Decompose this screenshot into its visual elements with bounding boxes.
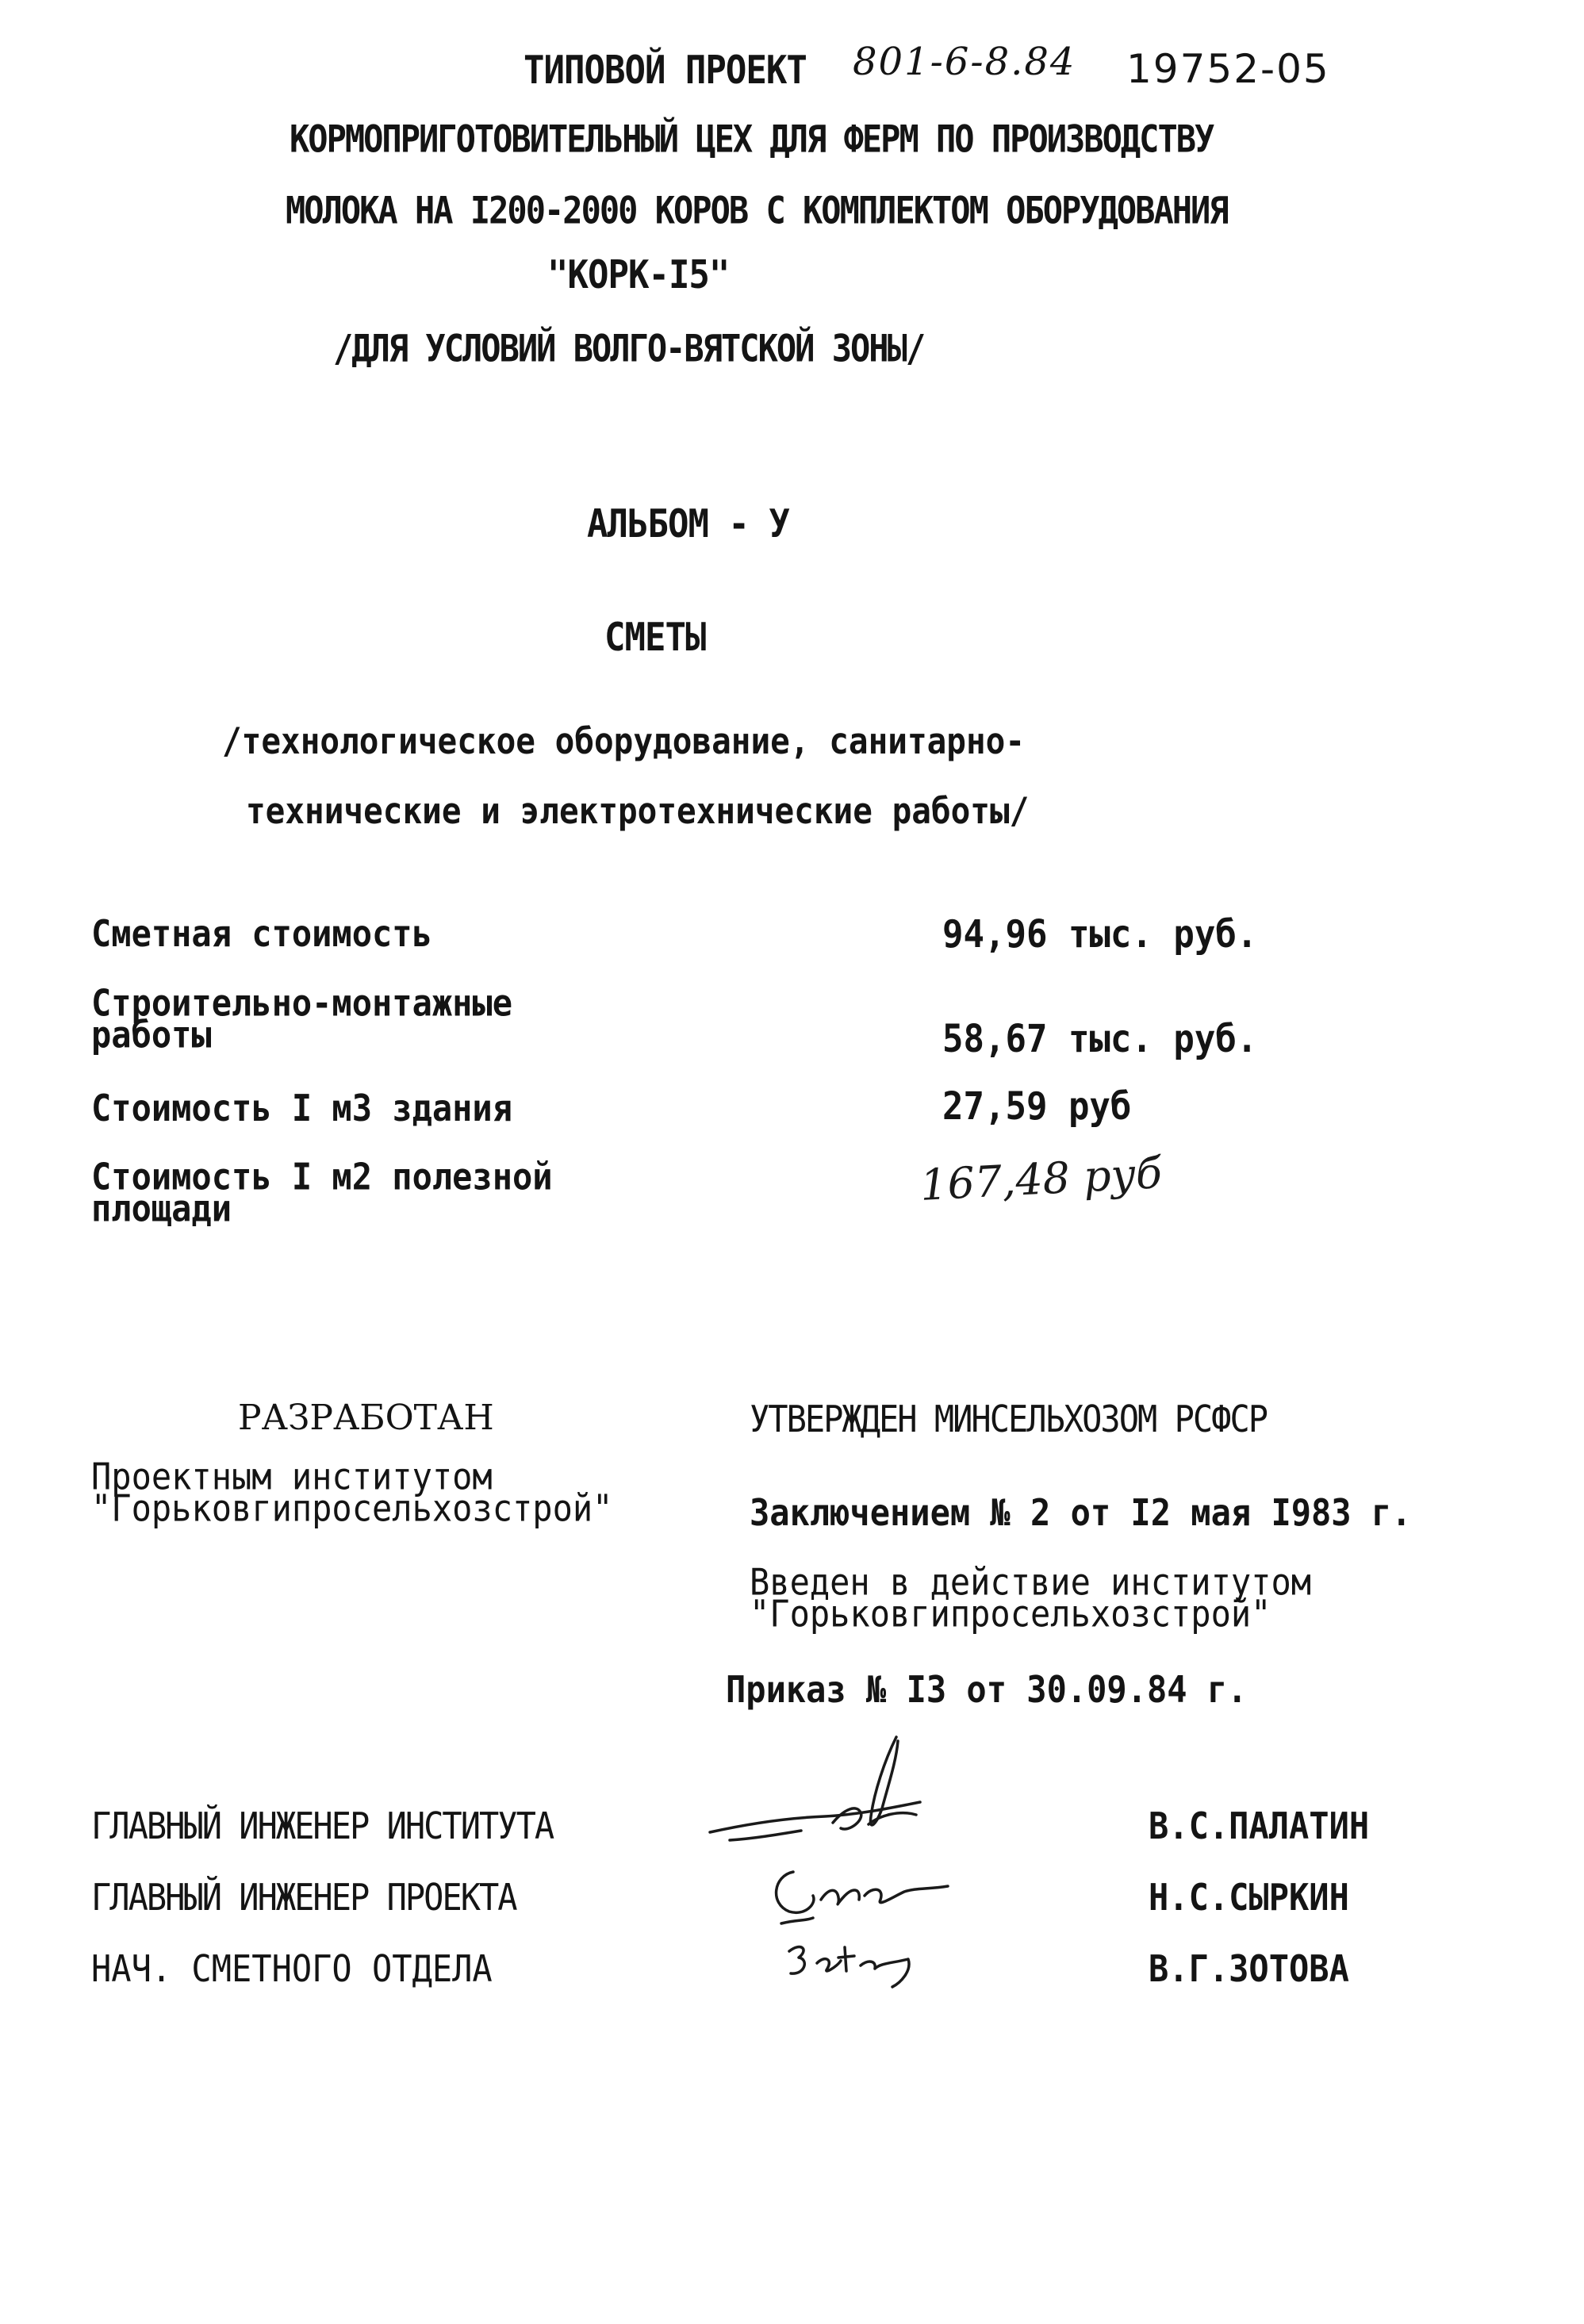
signature-palatin bbox=[698, 1729, 952, 1856]
album-label: АЛЬБОМ - У bbox=[587, 501, 789, 547]
album-subject: СМЕТЫ bbox=[604, 615, 706, 661]
signatory-name-1: В.С.ПАЛАТИН bbox=[1149, 1804, 1370, 1847]
cost-value-estimate: 94,96 тыс. руб. bbox=[942, 912, 1258, 957]
cost-label-estimate: Сметная стоимость bbox=[91, 912, 432, 955]
approved-order: Приказ № I3 от 30.09.84 г. bbox=[726, 1668, 1248, 1711]
cost-value-m3: 27,59 руб bbox=[942, 1084, 1132, 1129]
cost-label-m3: Стоимость I м3 здания bbox=[91, 1087, 513, 1129]
album-description-line-2: технические и электротехнические работы/ bbox=[246, 790, 1030, 832]
signatory-name-3: В.Г.ЗОТОВА bbox=[1149, 1947, 1349, 1990]
developed-line-2: "Горьковгипросельхозстрой" bbox=[91, 1486, 613, 1530]
title-line-1: КОРМОПРИГОТОВИТЕЛЬНЫЙ ЦЕХ ДЛЯ ФЕРМ ПО ПРОИЗВОДСТВУ bbox=[290, 117, 1214, 161]
title-line-2: МОЛОКА НА I200-2000 КОРОВ С КОМПЛЕКТОМ ОБОРУДОВАНИЯ bbox=[286, 189, 1228, 232]
signature-syrkin bbox=[757, 1856, 995, 1927]
approved-introduced-line-1: Введен в действие институтом bbox=[750, 1560, 1312, 1604]
approved-introduced-line-2: "Горьковгипросельхозстрой" bbox=[750, 1592, 1271, 1636]
signatory-name-2: Н.С.СЫРКИН bbox=[1149, 1876, 1349, 1919]
cost-label-construction-2: работы bbox=[91, 1013, 212, 1057]
cost-label-m2-1: Стоимость I м2 полезной bbox=[91, 1155, 553, 1198]
approved-conclusion: Заключением № 2 от I2 мая I983 г. bbox=[750, 1491, 1412, 1534]
project-code: 801-6-8.84 bbox=[853, 40, 1076, 84]
signatory-position-1: ГЛАВНЫЙ ИНЖЕНЕР ИНСТИТУТА bbox=[91, 1804, 554, 1847]
cost-label-m2-2: площади bbox=[91, 1187, 232, 1230]
cost-value-construction: 58,67 тыс. руб. bbox=[942, 1017, 1258, 1062]
developed-title: РАЗРАБОТАН bbox=[238, 1398, 494, 1438]
approved-title: УТВЕРЖДЕН МИНСЕЛЬХОЗОМ РСФСР bbox=[750, 1398, 1268, 1440]
title-line-3: "КОРК-I5" bbox=[547, 252, 730, 298]
doc-number: 19752-05 bbox=[1126, 46, 1330, 92]
cost-value-m2-handwritten: 167,48 руб bbox=[919, 1148, 1164, 1210]
signature-zotova bbox=[781, 1927, 940, 1991]
developed-line-1: Проектным институтом bbox=[91, 1455, 493, 1498]
signatory-position-3: НАЧ. СМЕТНОГО ОТДЕЛА bbox=[91, 1947, 493, 1990]
cost-label-construction-1: Строительно-монтажные bbox=[91, 981, 513, 1025]
signatory-position-2: ГЛАВНЫЙ ИНЖЕНЕР ПРОЕКТА bbox=[91, 1876, 516, 1919]
project-label: ТИПОВОЙ ПРОЕКТ bbox=[524, 48, 807, 94]
album-description-line-1: /технологическое оборудование, санитарно- bbox=[222, 720, 1026, 762]
title-line-4: /ДЛЯ УСЛОВИЙ ВОЛГО-ВЯТСКОЙ ЗОНЫ/ bbox=[333, 327, 925, 370]
